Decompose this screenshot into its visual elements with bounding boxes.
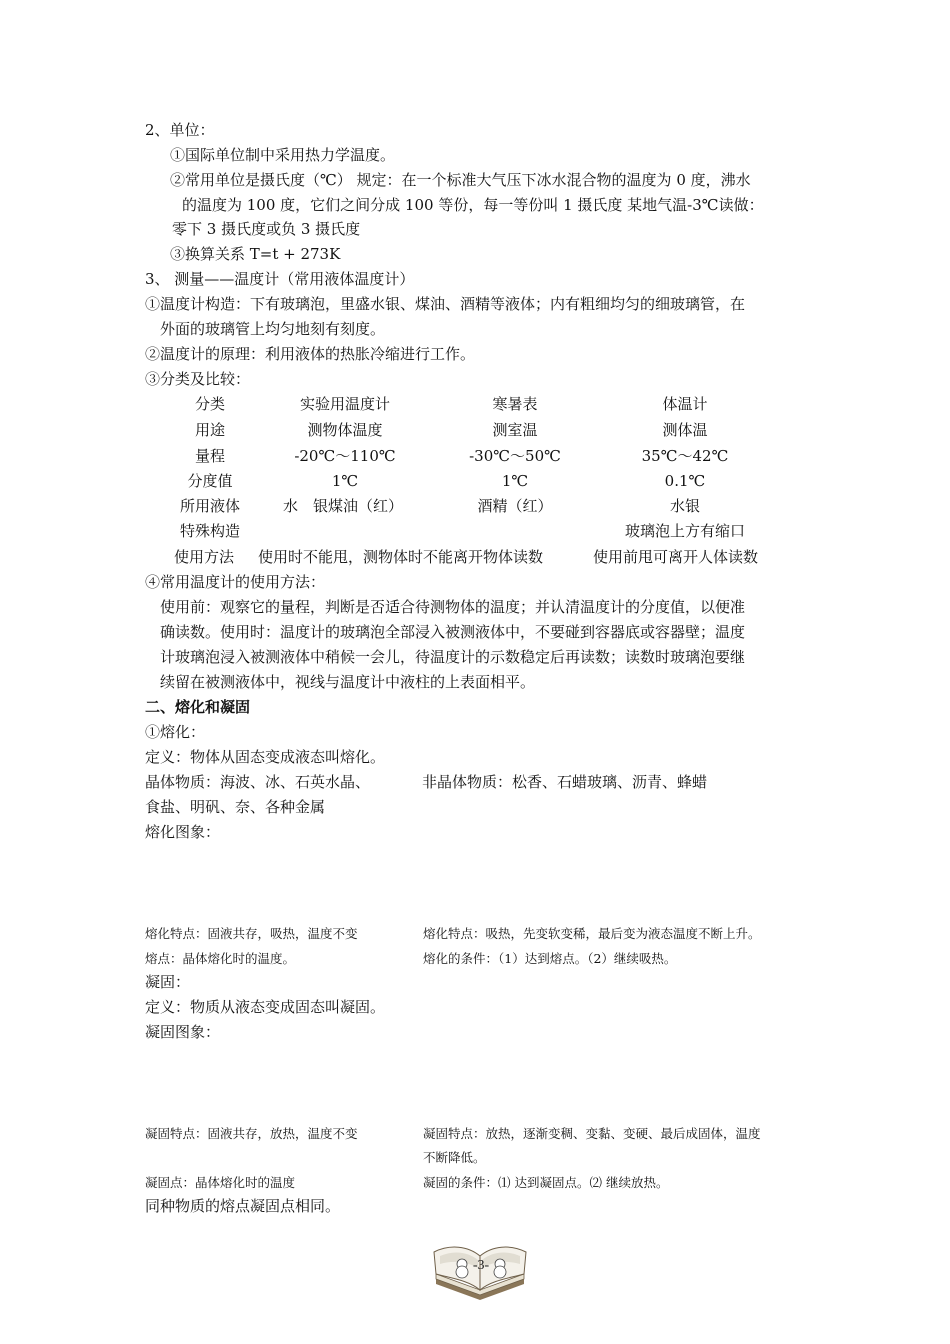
- usage-line-1: 使用前：观察它的量程，判断是否适合待测物体的温度；并认清温度计的分度值，以便准: [160, 598, 746, 616]
- table-cell: 水 银煤油（红）: [282, 497, 403, 515]
- melting-section-title: 二、熔化和凝固: [145, 698, 251, 716]
- table-cell: 1℃: [331, 472, 359, 490]
- table-usage-text-lab: 使用时不能甩，测物体时不能离开物体读数: [258, 548, 544, 566]
- table-row-label: 特殊构造: [179, 522, 240, 540]
- melting-definition: 定义：物体从固态变成液态叫熔化。: [145, 748, 386, 766]
- solidify-point-definition: 凝固点：晶体熔化时的温度: [145, 1175, 296, 1190]
- table-cell: 测物体温度: [307, 421, 383, 439]
- melting-noncrystal: 非晶体物质：松香、石蜡玻璃、沥青、蜂蜡: [422, 773, 708, 791]
- table-cell: -20℃～110℃: [294, 447, 396, 465]
- solidify-feature-crystal: 凝固特点：固液共存，放热，温度不变: [145, 1126, 358, 1141]
- same-point-note: 同种物质的熔点凝固点相同。: [145, 1197, 341, 1215]
- melting-feature-crystal: 熔化特点：固液共存，吸热，温度不变: [145, 926, 358, 941]
- melting-point-definition: 熔点：晶体熔化时的温度。: [145, 951, 296, 966]
- solidify-feature-noncrystal-line-1: 凝固特点：放热，逐渐变稠、变黏、变硬、最后成固体，温度: [423, 1126, 761, 1141]
- measure-heading: 3、 测量——温度计（常用液体温度计）: [145, 270, 415, 288]
- melting-sub: ①熔化：: [145, 723, 206, 741]
- open-book-icon: [430, 1238, 530, 1300]
- table-cell: -30℃～50℃: [469, 447, 561, 465]
- table-cell: 0.1℃: [664, 472, 706, 490]
- table-usage-text-clinical: 使用前甩可离开人体读数: [593, 548, 759, 566]
- usage-heading: ④常用温度计的使用方法：: [145, 573, 326, 591]
- melting-conditions: 熔化的条件：（1）达到熔点。（2）继续吸热。: [423, 951, 677, 966]
- table-usage-label: 使用方法: [174, 548, 235, 566]
- solidify-definition: 定义：物质从液态变成固态叫凝固。: [145, 998, 386, 1016]
- solidify-feature-noncrystal-line-2: 不断降低。: [423, 1150, 486, 1165]
- table-row-label: 分度值: [187, 472, 233, 490]
- units-heading: 2、单位：: [145, 121, 215, 139]
- measure-p1-line-1: ①温度计构造：下有玻璃泡，里盛水银、煤油、酒精等液体；内有粗细均匀的细玻璃管，在: [145, 295, 746, 313]
- table-cell: 测体温: [662, 421, 708, 439]
- table-row-label: 所用液体: [179, 497, 240, 515]
- usage-line-3: 计玻璃泡浸入被测液体中稍候一会儿，待温度计的示数稳定后再读数；读数时玻璃泡要继: [160, 648, 746, 666]
- table-cell: 水银: [669, 497, 700, 515]
- melting-feature-noncrystal: 熔化特点：吸热，先变软变稀，最后变为液态温度不断上升。: [423, 926, 761, 941]
- units-item-2-line-2: 的温度为 100 度，它们之间分成 100 等份，每一等份叫 1 摄氏度 某地气温-3℃读做：: [182, 196, 764, 214]
- table-header-category: 分类: [194, 395, 225, 413]
- measure-p3: ③分类及比较：: [145, 370, 251, 388]
- units-item-3: ③换算关系 T=t + 273K: [170, 245, 341, 263]
- table-cell: 1℃: [501, 472, 529, 490]
- melting-crystal-2: 食盐、明矾、奈、各种金属: [145, 798, 326, 816]
- table-header-lab: 实验用温度计: [299, 395, 390, 413]
- usage-line-2: 确读数。使用时：温度计的玻璃泡全部浸入被测液体中，不要碰到容器底或容器壁；温度: [160, 623, 746, 641]
- open-book-graphic: [430, 1238, 530, 1300]
- table-row-label: 用途: [194, 421, 225, 439]
- melting-graph-label: 熔化图象：: [145, 823, 221, 841]
- table-header-clinical: 体温计: [662, 395, 708, 413]
- solidify-sub: 凝固：: [145, 973, 191, 991]
- usage-line-4: 续留在被测液体中，视线与温度计中液柱的上表面相平。: [160, 673, 536, 691]
- table-cell: 35℃～42℃: [641, 447, 729, 465]
- units-item-1: ①国际单位制中采用热力学温度。: [170, 146, 396, 164]
- measure-p2: ②温度计的原理：利用液体的热胀冷缩进行工作。: [145, 345, 476, 363]
- units-item-2-line-3: 零下 3 摄氏度或负 3 摄氏度: [172, 220, 361, 238]
- table-header-weather: 寒暑表: [492, 395, 538, 413]
- table-cell: 测室温: [492, 421, 538, 439]
- melting-crystal: 晶体物质：海波、冰、石英水晶、: [145, 773, 371, 791]
- measure-p1-line-2: 外面的玻璃管上均匀地刻有刻度。: [160, 320, 386, 338]
- units-item-2-line-1: ②常用单位是摄氏度（℃） 规定：在一个标准大气压下冰水混合物的温度为 0 度，沸水: [170, 171, 751, 189]
- solidify-conditions: 凝固的条件：⑴ 达到凝固点。⑵ 继续放热。: [423, 1175, 669, 1190]
- page-number: -3-: [472, 1258, 490, 1273]
- table-cell: 酒精（红）: [477, 497, 553, 515]
- solidify-graph-label: 凝固图象：: [145, 1023, 221, 1041]
- table-cell: 玻璃泡上方有缩口: [624, 522, 745, 540]
- table-row-label: 量程: [194, 447, 225, 465]
